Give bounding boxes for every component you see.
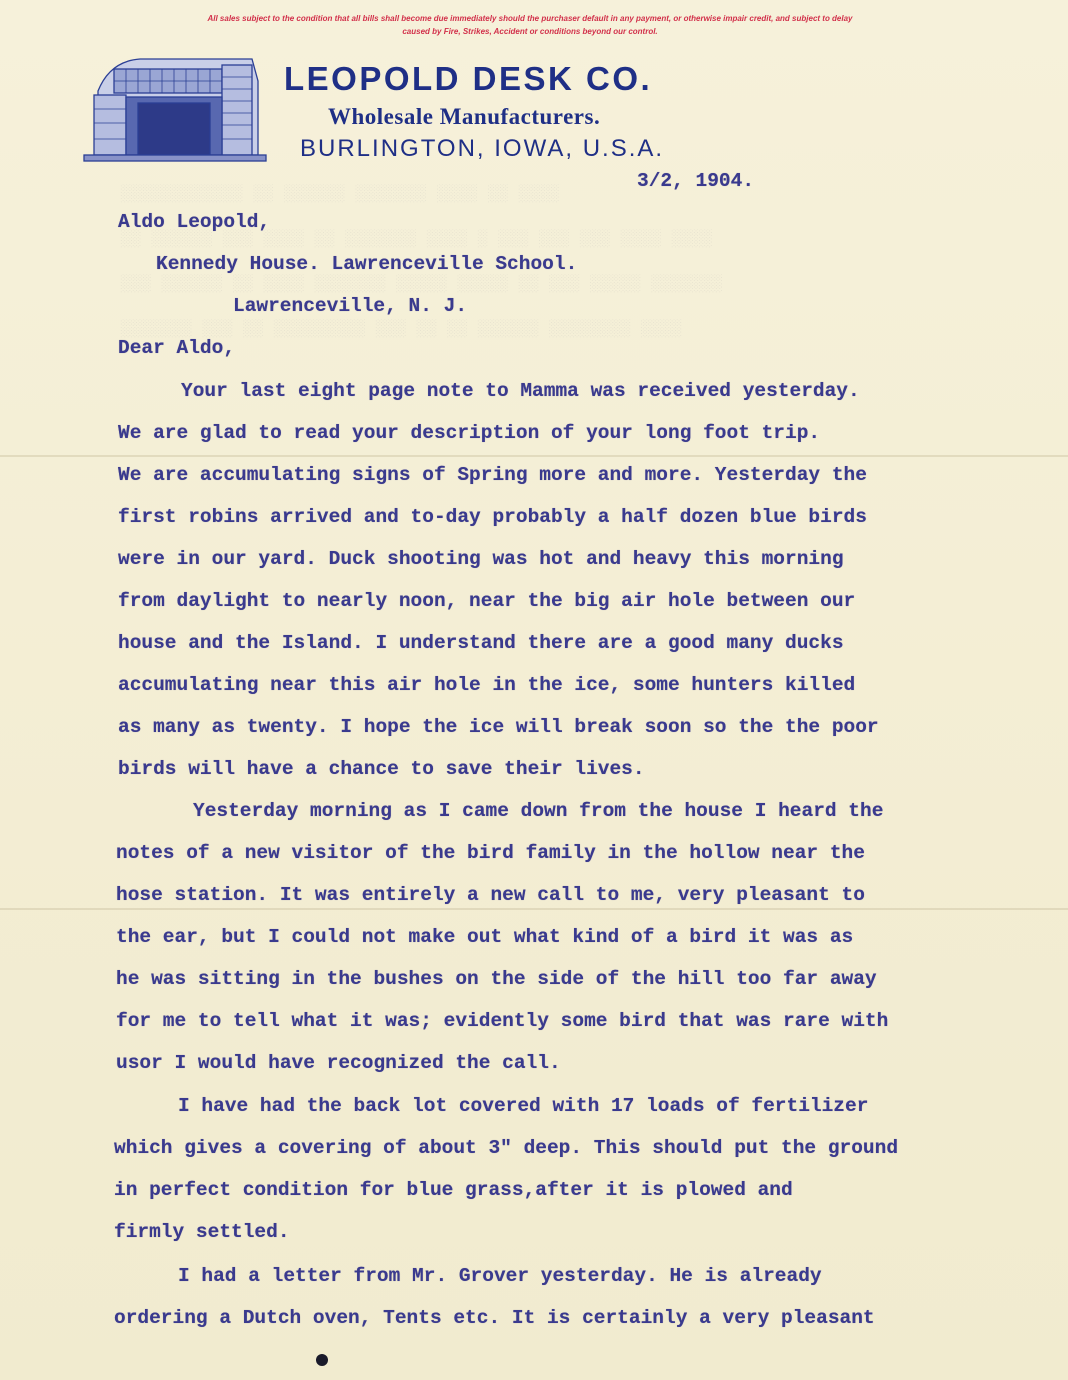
letter-line: hose station. It was entirely a new call to me, very pleasant to	[116, 884, 865, 906]
show-through-text: ░░░░░░░ ░░░░░ ░░░ ░░ ░░░░░ ░░░░░ ░░░░░░░ ░░░░ ░░ ░░░░░░ ░░░	[120, 275, 722, 294]
company-location: BURLINGTON, IOWA, U.S.A.	[300, 135, 665, 162]
show-through-text: ░░░░ ░░░░░░░░ ░░░░░░ ░░ ░░ ░░░ ░░░░░░░░░ ░░ ░░░ ░░░░░░░	[120, 320, 682, 339]
show-through-text: ░░░░ ░░ ░░░░ ░░░░░░░ ░░░░░░ ░░ ░░░░░░░░░░░░	[120, 185, 559, 204]
recipient-name: Aldo Leopold,	[118, 211, 271, 233]
letter-line: firmly settled.	[114, 1221, 290, 1243]
letter-line: from daylight to nearly noon, near the big air hole between our	[118, 590, 856, 612]
company-name: LEOPOLD DESK CO.	[284, 60, 653, 97]
disclaimer-line: All sales subject to the condition that all bills shall become due immediately should the purchaser default in any payment, or otherwise impair credit, and subject to delay	[207, 14, 853, 23]
letter-line: in perfect condition for blue grass,after it is plowed and	[114, 1179, 793, 1201]
letter-line: for me to tell what it was; evidently some bird that was rare with	[116, 1010, 889, 1032]
salutation: Dear Aldo,	[118, 337, 236, 359]
letter-line: We are glad to read your description of your long foot trip.	[118, 422, 821, 444]
letter-line: I had a letter from Mr. Grover yesterday. He is already	[178, 1265, 822, 1287]
letter-line: the ear, but I could not make out what kind of a bird it was as	[116, 926, 854, 948]
letter-line: accumulating near this air hole in the ice, some hunters killed	[118, 674, 856, 696]
letter-line: he was sitting in the bushes on the side of the hill too far away	[116, 968, 877, 990]
letter-line: notes of a new visitor of the bird family in the hollow near the	[116, 842, 865, 864]
letter-line: Your last eight page note to Mamma was received yesterday.	[181, 380, 860, 402]
letter-line: as many as twenty. I hope the ice will break soon so the the poor	[118, 716, 879, 738]
fold-crease	[0, 908, 1068, 910]
letter-line: birds will have a chance to save their lives.	[118, 758, 645, 780]
letter-line: which gives a covering of about 3" deep. This should put the ground	[114, 1137, 899, 1159]
letter-line: We are accumulating signs of Spring more and more. Yesterday the	[118, 464, 867, 486]
recipient-city: Lawrenceville, N. J.	[233, 295, 468, 317]
disclaimer-line: caused by Fire, Strikes, Accident or conditions beyond our control.	[402, 27, 658, 36]
fold-crease	[0, 455, 1068, 457]
sales-disclaimer	[110, 12, 950, 38]
letter-line: were in our yard. Duck shooting was hot and heavy this morning	[118, 548, 844, 570]
recipient-address: Kennedy House. Lawrenceville School.	[156, 253, 578, 275]
letter-line: house and the Island. I understand there are a good many ducks	[118, 632, 844, 654]
roll-top-desk-icon	[80, 55, 270, 167]
letter-line: Yesterday morning as I came down from the house I heard the	[193, 800, 884, 822]
ink-blot	[316, 1354, 328, 1366]
letter-line: ordering a Dutch oven, Tents etc. It is certainly a very pleasant	[114, 1307, 875, 1329]
letter-date: 3/2, 1904.	[637, 170, 755, 192]
letter-line: usor I would have recognized the call.	[116, 1052, 561, 1074]
letter-line: first robins arrived and to-day probably a half dozen blue birds	[118, 506, 867, 528]
letter-line: I have had the back lot covered with 17 loads of fertilizer	[178, 1095, 869, 1117]
show-through-text: ░░░░ ░░░░ ░░░ ░░░ ░░░ ░ ░░░░ ░░░░░░░ ░░ ░░░░ ░░░ ░░░░░░ ░░	[120, 230, 712, 249]
company-subtitle: Wholesale Manufacturers.	[328, 104, 601, 129]
